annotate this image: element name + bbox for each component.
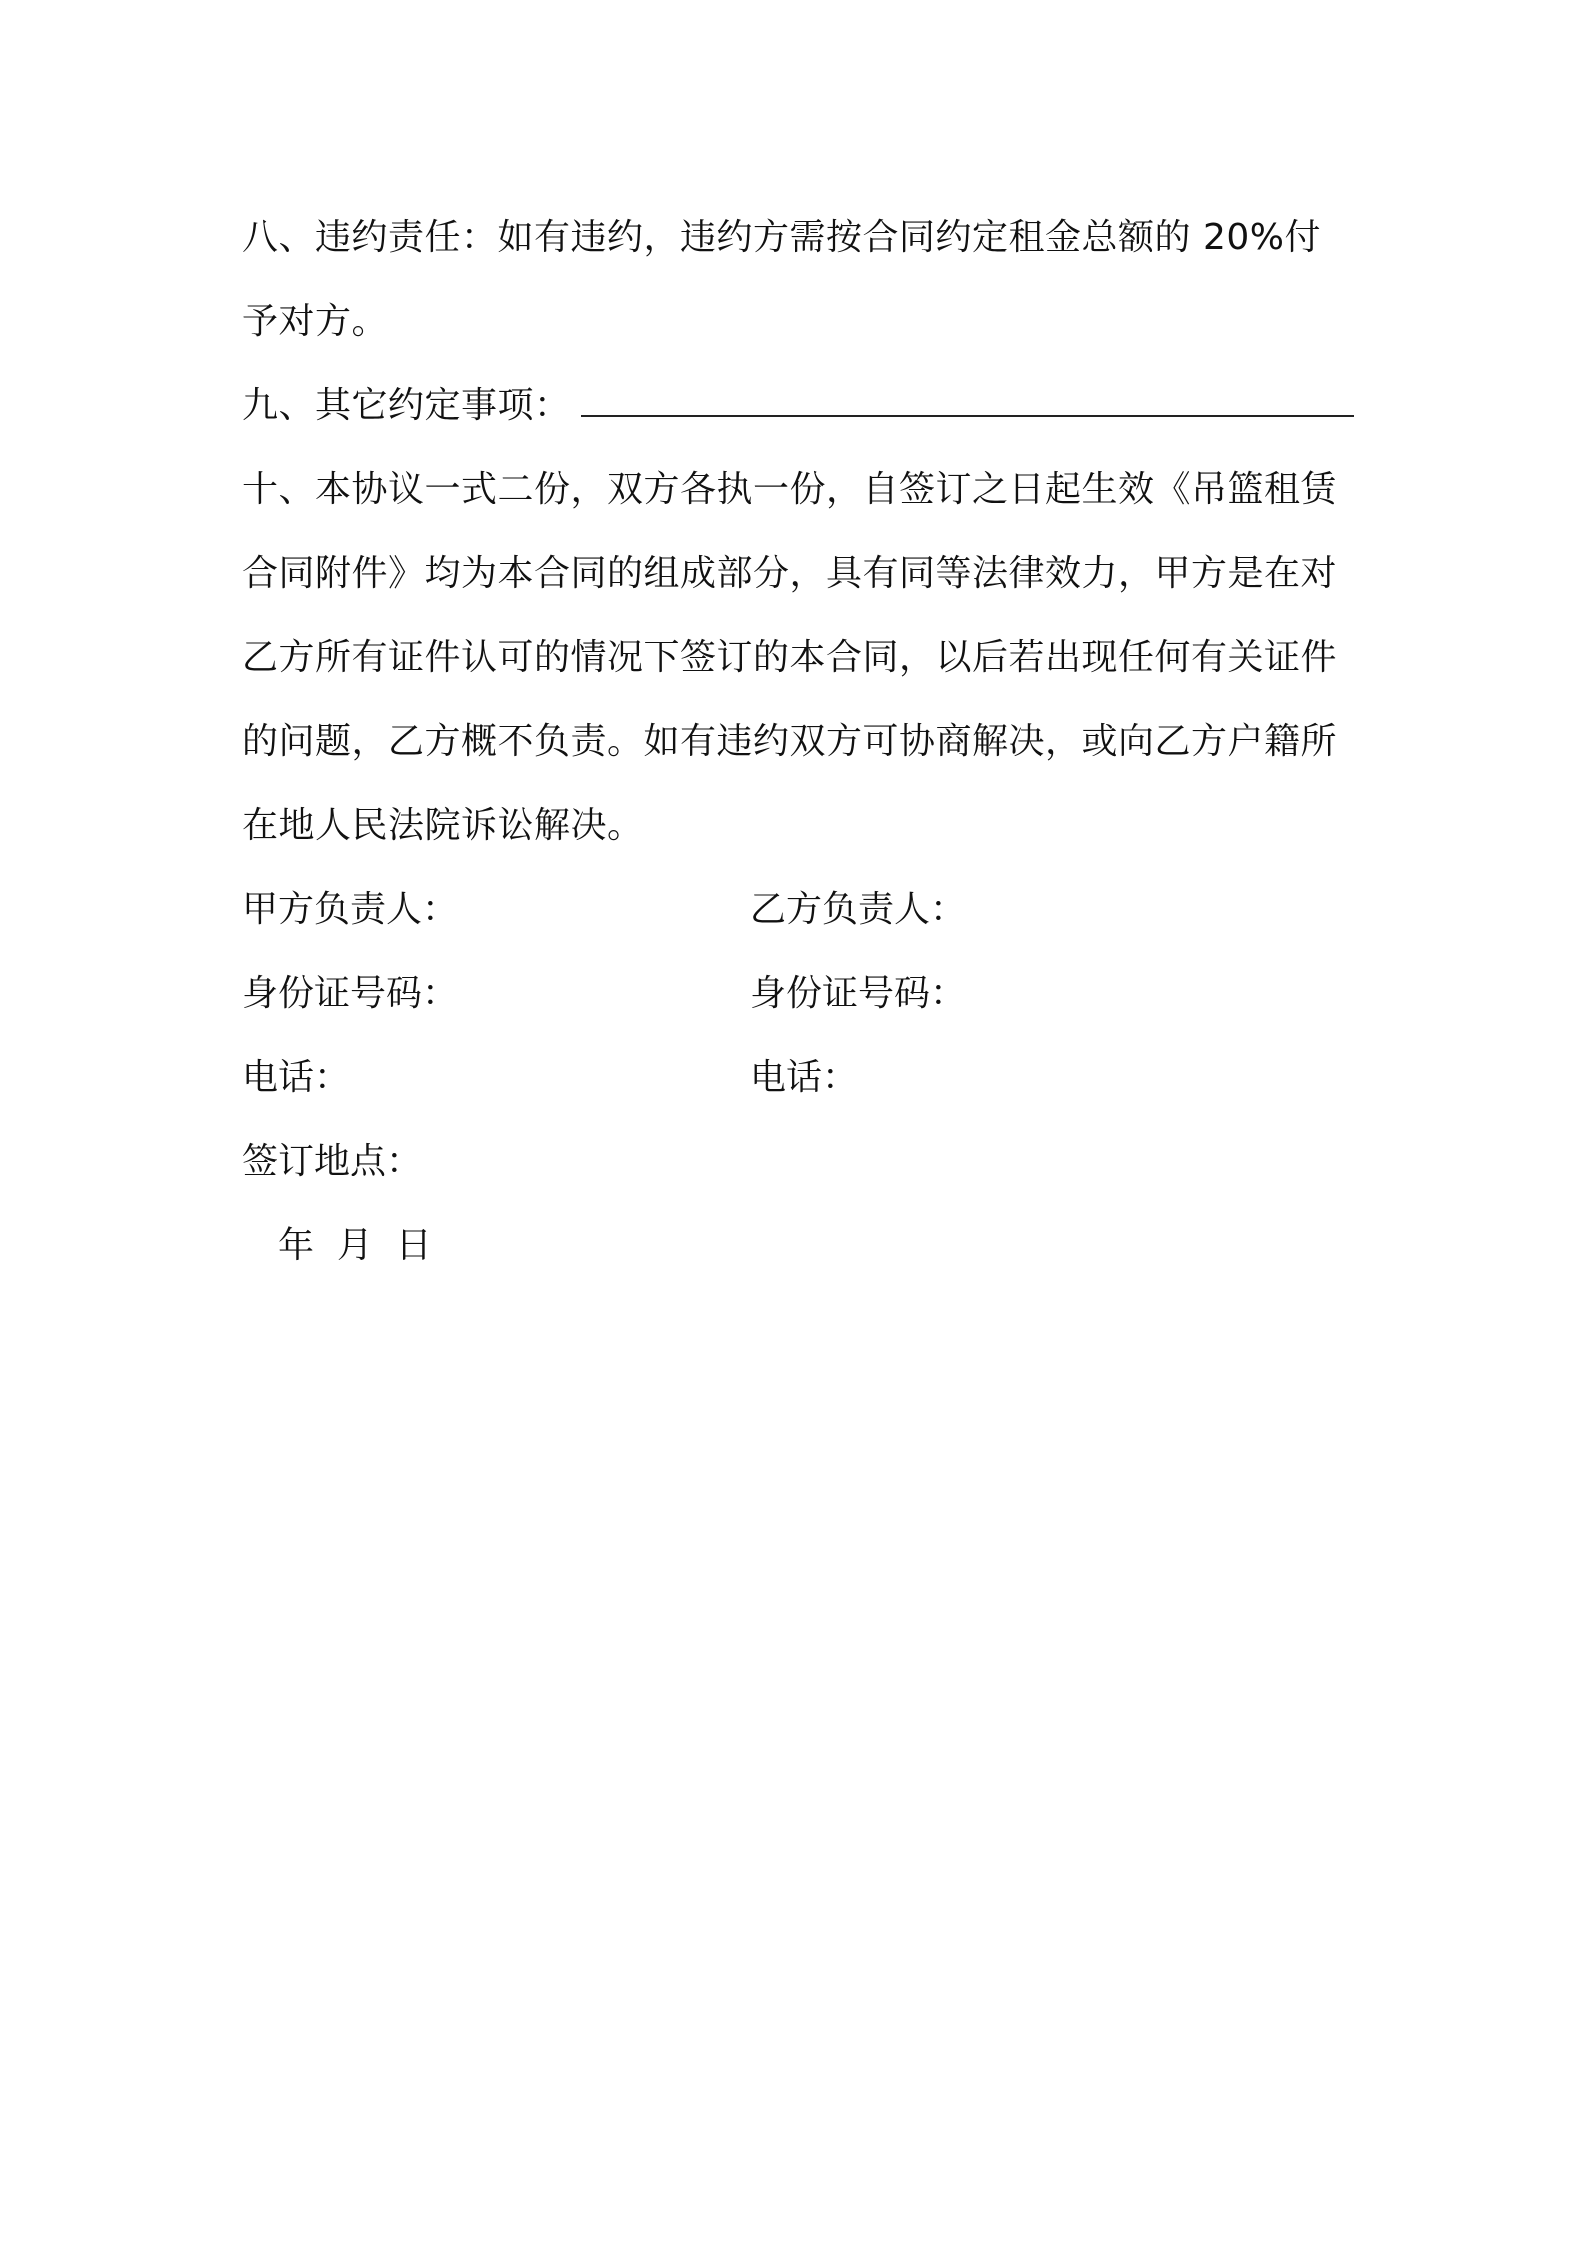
- clause-9-label: 九、其它约定事项：: [242, 385, 571, 426]
- signing-date: 年 月 日: [278, 1225, 432, 1266]
- id-number-row: [242, 952, 1354, 1036]
- party-a-id-label: 身份证号码：: [242, 973, 459, 1014]
- clause-8-line-2: 予对方。: [242, 301, 389, 342]
- clause-10-line-3: 乙方所有证件认可的情况下签订的本合同，以后若出现任何有关证件: [242, 637, 1338, 678]
- phone-row: [242, 1036, 1354, 1120]
- signing-place-label: 签订地点：: [242, 1141, 423, 1182]
- party-b-id-label: 身份证号码：: [750, 973, 967, 1014]
- clause-9: [242, 364, 1354, 448]
- clause-10-line-4: 的问题，乙方概不负责。如有违约双方可协商解决，或向乙方户籍所: [242, 721, 1338, 762]
- clause-10-line-2: 合同附件》均为本合同的组成部分，具有同等法律效力，甲方是在对: [242, 553, 1338, 594]
- clause-10-line-1: 十、本协议一式二份，双方各执一份，自签订之日起生效《吊篮租赁: [242, 469, 1338, 510]
- clause-8-line-1: 八、违约责任：如有违约，违约方需按合同约定租金总额的 20%付: [242, 217, 1321, 258]
- party-b-phone-label: 电话：: [750, 1057, 859, 1098]
- signing-place-row: [242, 1120, 1354, 1204]
- representative-row: [242, 868, 1354, 952]
- clause-10-line-5: 在地人民法院诉讼解决。: [242, 805, 644, 846]
- party-a-rep-label: 甲方负责人：: [242, 889, 459, 930]
- contract-body: [242, 196, 1354, 1288]
- party-b-rep-label: 乙方负责人：: [750, 889, 967, 930]
- party-a-phone-label: 电话：: [242, 1057, 351, 1098]
- clause-9-fill-blank: [581, 369, 1354, 417]
